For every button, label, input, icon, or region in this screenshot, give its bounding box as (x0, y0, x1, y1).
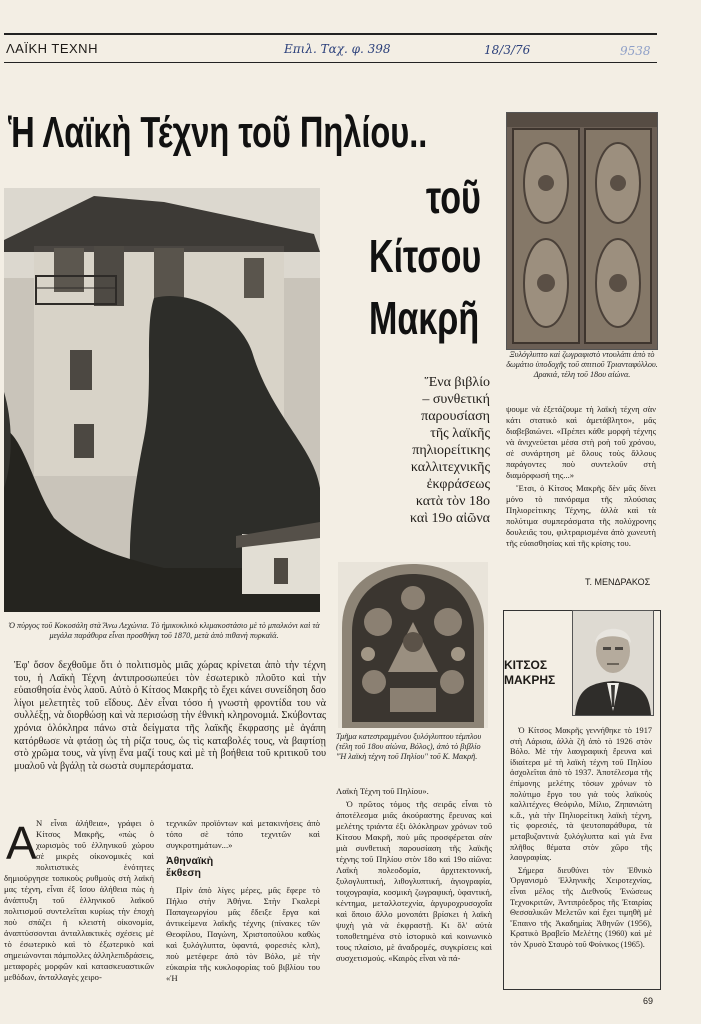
column-2-paragraph-1: τεχνικῶν προϊόντων καὶ μετακινήσεις ἀπὸ τόπο σὲ τόπο τεχνιτῶν καὶ συγκροτημάτων...» (166, 818, 320, 850)
cupboard-photo (506, 112, 658, 350)
cupboard-caption: Ξυλόγλυπτο καὶ ζωγραφιστὸ ντουλάπι ἀπὸ τὸ δωμάτιο ὑποδοχῆς τοῦ σπιτιοῦ Τριανταφύλλου. Δρακιά, τέλη τοῦ 18ου αἰώνα. (506, 350, 658, 379)
subtitle-line: καὶ 19ο αἰῶνα (409, 511, 490, 526)
bio-name (504, 658, 555, 688)
headline-line-3: Κίτσου (369, 230, 482, 282)
column-3-text (336, 786, 492, 966)
bio-name-line-2: ΜΑΚΡΗΣ (504, 673, 556, 687)
subtitle-line: καλλιτεχνικῆς (410, 460, 490, 475)
subtitle-line: πηλιορείτικης (412, 443, 490, 458)
tower-photo (4, 188, 320, 612)
header-rule (4, 62, 657, 63)
page-number: 69 (643, 996, 654, 1006)
author-portrait (572, 610, 654, 716)
subtitle-line: Ἕνα βιβλίο (424, 375, 490, 390)
handwritten-date: 18/3/76 (484, 43, 531, 57)
subtitle-block (360, 374, 490, 527)
headline-line-2: τοῦ (426, 171, 481, 223)
right-paragraph-2: Ἔτσι, ὁ Κίτσος Μακρῆς δὲν μᾶς δίνει μόνο τὸ πανόραμα τῆς πλούσιας Πηλιορείτικης Τέχνης, ἀλλὰ καὶ τὰ πολύτιμα συμπεράσματα τῆς πολύχρονης δουλειᾶς του, φιλτραρισμένα ἀπὸ χωνευτὴ τῆς εὐαισθησίας καὶ τῆς κρίσης του. (506, 483, 656, 548)
exhibition-subhead-1: Ἀθηναϊκὴ (166, 855, 214, 867)
drop-cap: Α (6, 817, 37, 869)
column-3-paragraph-0: Λαϊκὴ Τέχνη τοῦ Πηλίου». (336, 786, 429, 796)
handwritten-source: Επιλ. Ταχ. φ. 398 (284, 42, 391, 56)
bio-paragraph-1: Ὁ Κίτσος Μακρῆς γεννήθηκε τὸ 1917 στὴ Λάρισα, ἀλλὰ ζῆ ἀπὸ τὸ 1926 στὸν Βόλο. Μὲ τὴν λαογραφικὴ ἔρευνα καὶ ἰδιαίτερα μὲ τὴ λαϊκὴ τέχνη τοῦ Πηλίου ἀσχολεῖται ἀπὸ τὸ 1937. Ἀποτέλεσμα τῆς ἐπίμονης μελέτης τόσων χρόνων τὸ πολύτιμο ἔργο του γιὰ τοὺς λαϊκοὺς καλλιτέχνες Θεόφιλο, Μίλιο, Ζηπανιώτη κ.ἅ., γιὰ τὴν Πηλιορείτικη λαϊκὴ τέχνη, τὶς φορεσιές, τὰ ψευτοπαράθυρα, τὰ μεταβυζαντινὰ ξυλόγλυπτα καὶ γιὰ ἕνα πλῆθος θέματα στὸν χῶρο τῆς λαογραφίας. (510, 726, 652, 863)
subtitle-line: τῆς λαϊκῆς (430, 426, 490, 441)
subtitle-line: – συνθετική (422, 392, 490, 407)
bio-text (510, 726, 652, 952)
exhibition-subhead-2: ἔκθεση (166, 867, 201, 879)
column-2-text (166, 818, 320, 986)
bio-name-line-1: ΚΙΤΣΟΣ (504, 658, 548, 672)
author-signature: Τ. ΜΕΝΔΡΑΚΟΣ (585, 577, 651, 587)
top-rule (4, 33, 657, 35)
carving-caption: Τμῆμα κατεστραμμένου ξυλόγλυπτου τέμπλου (τέλη τοῦ 18ου αἰώνα, Βόλος), ἀπὸ τὸ βιβλίο "Ἡ λαϊκὴ τέχνη τοῦ Πηλίου" τοῦ Κ. Μακρῆ. (336, 732, 482, 761)
headline-line-4: Μακρῆ (369, 292, 480, 344)
column-2-paragraph-2: Πρὶν ἀπὸ λίγες μέρες, μᾶς ἔφερε τὸ Πήλιο στὴν Ἀθήνα. Στὴν Γκαλερὶ Παπαγεωργίου μᾶς ἔδειξε ἔργα καὶ ἀντικείμενα λαϊκῆς τέχνης (πίνακες τῶν Θεοφίλου, Παγώνη, Χριστοπούλου καθὼς καὶ ξυλόγλυπτα, ὑφαντά, φορεσιὲς κλπ), ποὺ μετέφερε ἀπὸ τὸν Βόλο, μὲ τὴν εὐκαιρία τῆς κυκλοφορίας τοῦ βιβλίου του «Ἡ (166, 885, 320, 983)
bio-paragraph-2: Σήμερα διευθύνει τὸν Ἐθνικὸ Ὀργανισμὸ Ἑλληνικῆς Χειροτεχνίας, εἶναι μέλος τῆς Διεθνοῦς Ἑνώσεως Τεχνοκριτῶν, Ἀντιπρόεδρος τῆς Ἑταιρίας Θεσσαλικῶν Μελετῶν καὶ ἔχει τιμηθῆ μὲ Ἔπαινο τῆς Ἀκαδημίας Ἀθηνῶν (1956), Κρατικὸ Βραβεῖο Μελέτης (1960) καὶ μὲ τὸν Χρυσὸ Σταυρὸ τοῦ Φοίνικος (1965). (510, 865, 652, 949)
column-3-paragraph-1: Ὁ πρῶτος τόμος τῆς σειρᾶς εἶναι τὸ ἀποτέλεσμα μιᾶς ἀκούραστης ἔρευνας καὶ μελέτης τριάντα ἐξι ὁλόκληρων χρόνων τοῦ Κίτσου Μακρῆ, ποὺ μᾶς προσφέρεται σὰν μιὰ συνθετικὴ παρουσίαση τῆς λαϊκῆς τέχνης τοῦ Πηλίου στὸν 18ο καὶ 19ο αἰῶνα: Λαϊκὴ πολεοδομία, ἀρχιτεκτονική, ξυλογλυπτική, λιθογλυπτική, ἁγιογραφία, τοιχογραφία, κοσμικὴ ζωγραφική, ὑφαντική, κέντημα, μεταλλοτεχνία, ἀργυροχρυσοχοΐα καὶ ὅποιο ἄλλο μονοπάτι βρίσκει ἡ λαϊκὴ ψυχὴ γιὰ νὰ ἐκφραστῇ. Κι ὅλ' αὐτὰ τοποθετημένα στὸ ἱστορικὸ καὶ κοινωνικὸ τους πλαίσιο, μὲ ἀναδρομές, συγκρίσεις καὶ συσχετισμούς. «Καιρὸς εἶναι νὰ πά- (336, 799, 492, 963)
lead-paragraph: Ἐφ' ὅσον δεχθοῦμε ὅτι ὁ πολιτισμὸς μιᾶς χώρας κρίνεται ἀπὸ τὴν τέχνη του, ἡ Λαϊκὴ Τέχνη ἀντιπροσωπεύει τὸν ἐσωτερικὸ πλοῦτο καὶ τὴν εὐαισθησία ἑνὸς λαοῦ. Αὐτὸ ὁ Κίτσος Μακρῆς τὸ ἔχει κάνει συνείδηση δσο λίγοι μελετητὲς τοῦ εἴδους. Δὲν εἶναι τόσο ἡ γνωστὴ φροντίδα του νὰ συλλέξῃ, νὰ διορθώσῃ καὶ νὰ περισώσῃ τὴν ἐθνικὴ κληρονομιά. Σκύβοντας χρόνια ὁλόκληρα πάνω στὰ δείγματα τῆς λαϊκῆς ἔκφρασης μὲ ἀγάπη κατόρθωσε νὰ φτάσῃ ὡς τὴ ρίζα τους, ὡς τὶς καταβολές τους, νὰ βαφτίσῃ στὸ χρῶμα τους, νὰ γίνῃ ἕνα μαζί τους καὶ μὲ τὴ βοήθεια τοῦ κριτικοῦ του μυαλοῦ νὰ βγάλῃ τὰ σωστὰ συμπεράσματα. (14, 660, 326, 772)
column-1-paragraph: Ν εἶναι ἀλήθεια», γράφει ὁ Κίτσος Μακρῆς, «πὼς ὁ χωρισμὸς τοῦ ἑλληνικοῦ χώρου σὲ μικρὲς οἰκονομικὲς καὶ πολιτιστικὲς ἑνότητες δημιούργησε τοπικοὺς ρυθμοὺς στὴ λαϊκή μας τέχνη, εἶναι ἐξ ἴσου ἀλήθεια πὼς ἡ ἀνάπτυξη τοῦ ἑλληνικοῦ λαϊκοῦ πολιτισμοῦ συντελεῖται κυρίως τὴν ἐποχὴ ποὺ σπάζει ἡ κλειστὴ οἰκονομία, ἀναπτύσσονται ἀνταλλακτικὲς σχέσεις μὲ τὸ ἐσωτερικὸ καὶ τὸ ἐξωτερικὸ καὶ σημειώνονται πάμπολλες ἀλληλεπιδράσεις, μεταφορὲς μορφῶν καὶ κατασκευαστικῶν μεθόδων, ἀνταλλαγὲς χειρο- (4, 818, 155, 982)
section-title: ΛΑΪΚΗ ΤΕΧΝΗ (6, 41, 98, 56)
carving-photo (338, 562, 488, 728)
headline-line-1: Ἡ Λαϊκὴ Τέχνη τοῦ Πηλίου.. (8, 108, 428, 157)
right-paragraph-1: ψουμε νὰ ἐξετάζουμε τὴ λαϊκὴ τέχνη σὰν κάτι στατικὸ καὶ ἀμετάβλητο», μᾶς διαβεβαιώνει. «Πρέπει κάθε μορφὴ τέχνης νὰ ἀνιχνεύεται μέσα στὴ ροὴ τοῦ χρόνου, σὲ συνάρτηση μὲ ὅλους τοὺς ἄλλους παράγοντες ποὺ συντελοῦν στὴ διαμόρφωσή της...» (506, 404, 656, 480)
drop-cap-spacer (4, 818, 36, 870)
subtitle-line: κατὰ τὸν 18ο (415, 494, 490, 509)
subtitle-line: παρουσίαση (421, 409, 490, 424)
column-1-text (4, 818, 154, 983)
tower-caption: Ὁ πύργος τοῦ Κοκοσάλη στὰ Ἄνω Λεχώνια. Τὸ ἡμικυκλικὸ κλιμακοστάσιο μὲ τὸ μπαλκόνι καὶ τὰ μεγάλα παράθυρα εἶναι προσθήκη τοῦ 1870, μετὰ ἀπὸ πιθανὴ πυρκαϊά. (8, 621, 320, 640)
handwritten-number: 9538 (620, 44, 651, 58)
subtitle-line: ἐκφράσεως (426, 477, 490, 492)
right-column-text (506, 404, 656, 551)
